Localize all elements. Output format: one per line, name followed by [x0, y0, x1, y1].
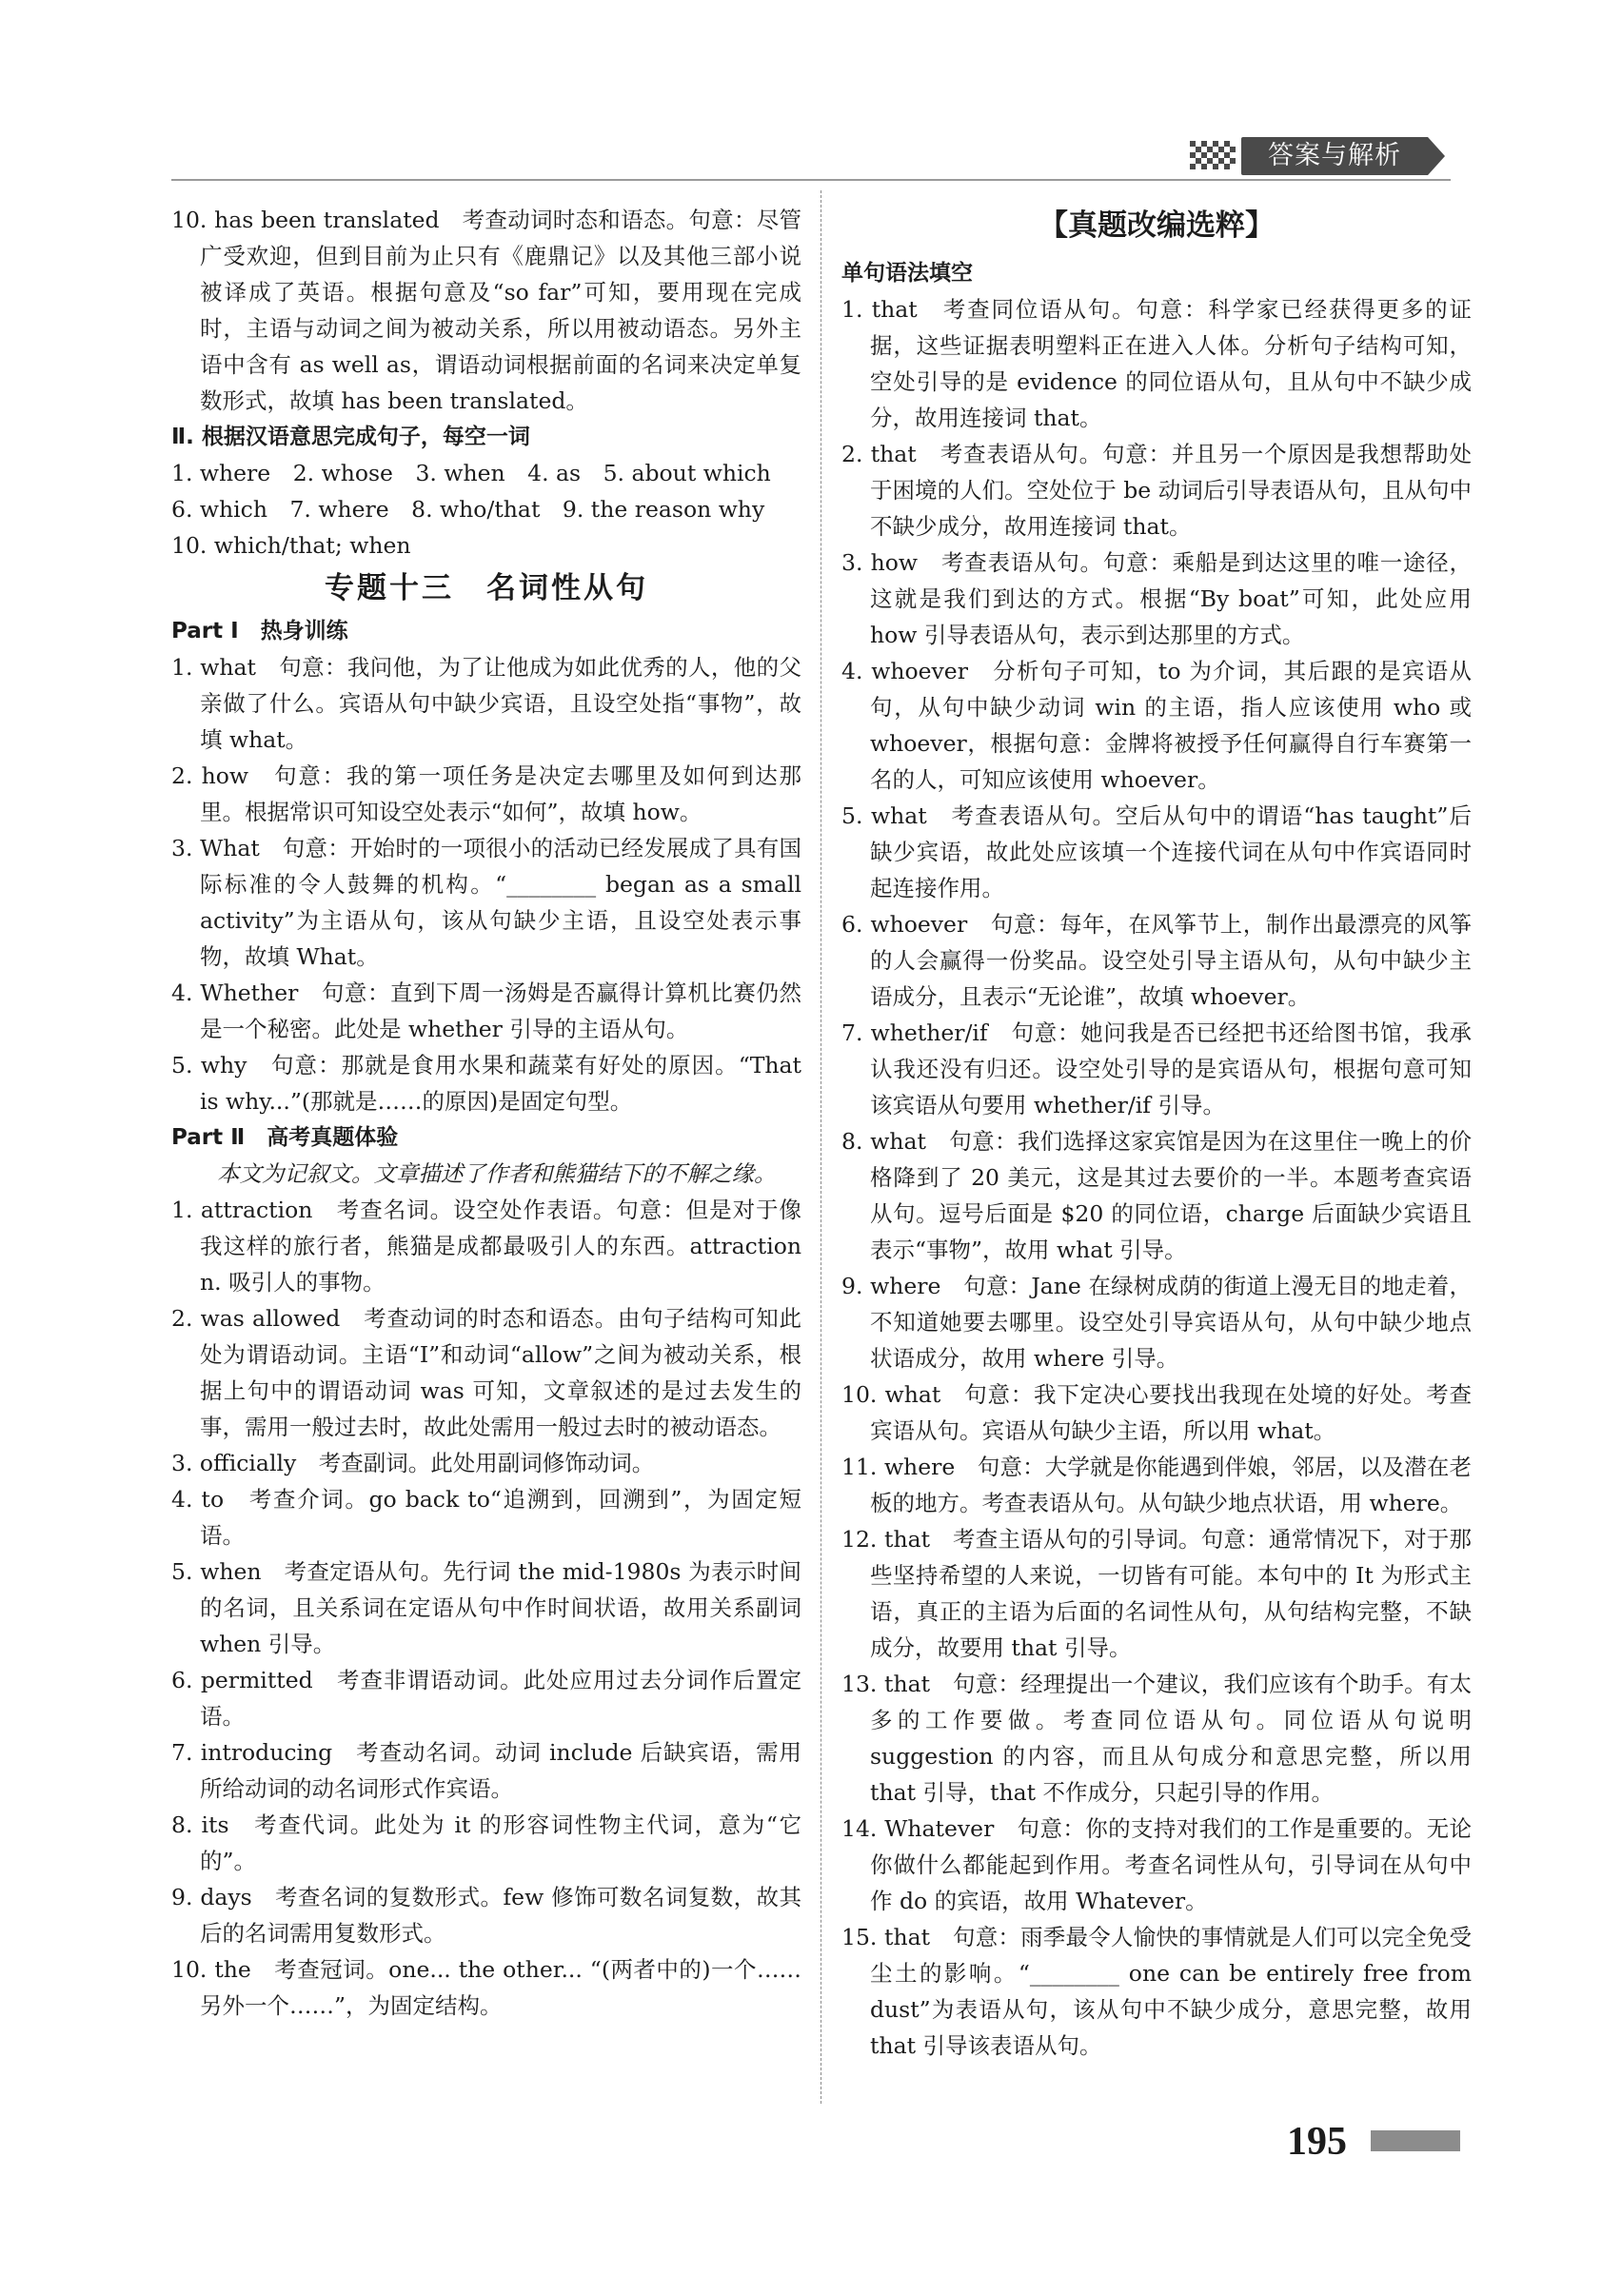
left-column — [171, 202, 801, 2024]
answer-item: 4. whoever 分析句子可知，to 为介词，其后跟的是宾语从句，从句中缺少动词 win 的主语，指人应该使用 who 或 whoever，根据句意：金牌将被授予任何赢得自行车赛第一名的人，可知应该使用 whoever。 — [841, 658, 1472, 793]
topic-title: 专题十三 名词性从句 — [325, 571, 648, 605]
answer-item: 3. officially 考查副词。此处用副词修饰动词。 — [171, 1450, 655, 1476]
section2-heading: Ⅱ. 根据汉语意思完成句子，每空一词 — [171, 425, 530, 449]
answer-item: 11. where 句意：大学就是你能遇到伴娘，邻居，以及潜在老板的地方。考查表语从句。从句缺少地点状语，用 where。 — [841, 1454, 1472, 1516]
answer-item: 10. has been translated 考查动词时态和语态。句意：尽管广受欢迎，但到目前为止只有《鹿鼎记》以及其他三部小说被译成了英语。根据句意及“so far”可知，要用现在完成时，主语与动词之间为被动关系，所以用被动语态。另外主语中含有 as well as，谓语动词根据前面的名词来决定单复数形式，故填 has been translated。 — [171, 207, 801, 414]
answer-item: 5. why 句意：那就是食用水果和蔬菜有好处的原因。“That is why...”(那就是……的原因)是固定句型。 — [171, 1052, 801, 1115]
right-column — [841, 202, 1472, 2064]
box-title: 【真题改编选粹】 — [1038, 208, 1275, 243]
page-number: 195 — [1287, 2120, 1347, 2164]
answer-item: 12. that 考查主语从句的引导词。句意：通常情况下，对于那些坚持希望的人来说，一切皆有可能。本句中的 It 为形式主语，真正的主语为后面的名词性从句，从句结构完整，不缺成分，故要用 that 引导。 — [841, 1526, 1472, 1661]
answer-item: 14. Whatever 句意：你的支持对我们的工作是重要的。无论你做什么都能起到作用。考查名词性从句，引导词在从句中作 do 的宾语，故用 Whatever。 — [841, 1815, 1472, 1914]
answer-item: 7. introducing 考查动名词。动词 include 后缺宾语，需用所给动词的动名词形式作宾语。 — [171, 1739, 801, 1802]
answer-item: 1. what 句意：我问他，为了让他成为如此优秀的人，他的父亲做了什么。宾语从句中缺少宾语，且设空处指“事物”，故填 what。 — [171, 654, 801, 753]
passage-summary: 本文为记叙文。文章描述了作者和熊猫结下的不解之缘。 — [217, 1160, 777, 1187]
answer-item: 6. permitted 考查非谓语动词。此处应用过去分词作后置定语。 — [171, 1667, 801, 1730]
answer-row: 10. which/that; when — [171, 532, 411, 559]
answer-item: 7. whether/if 句意：她问我是否已经把书还给图书馆，我承认我还没有归还。设空处引导的是宾语从句，根据句意可知该宾语从句要用 whether/if 引导。 — [841, 1019, 1472, 1118]
header-rule — [171, 179, 1451, 181]
header-label: 答案与解析 — [1268, 141, 1401, 170]
answer-item: 8. its 考查代词。此处为 it 的形容词性物主代词，意为“它的”。 — [171, 1811, 801, 1874]
answer-item: 5. what 考查表语从句。空后从句中的谓语“has taught”后缺少宾语，故此处应该填一个连接代词在从句中作宾语同时起连接作用。 — [841, 802, 1472, 901]
part1-heading: Part Ⅰ 热身训练 — [171, 619, 348, 643]
answer-item: 5. when 考查定语从句。先行词 the mid-1980s 为表示时间的名词，且关系词在定语从句中作时间状语，故用关系副词 when 引导。 — [171, 1558, 801, 1657]
answer-item: 4. to 考查介词。go back to“追溯到，回溯到”，为固定短语。 — [171, 1486, 801, 1549]
answer-item: 2. that 考查表语从句。句意：并且另一个原因是我想帮助处于困境的人们。空处位于 be 动词后引导表语从句，且从句中不缺少成分，故用连接词 that。 — [841, 441, 1472, 540]
answer-item: 8. what 句意：我们选择这家宾馆是因为在这里住一晚上的价格降到了 20 美元，这是其过去要价的一半。本题考查宾语从句。逗号后面是 $20 的同位语，charge 后面缺少宾语且表示“事物”，故用 what 引导。 — [841, 1128, 1472, 1263]
answer-item: 10. the 考查冠词。one... the other... “(两者中的)一个……另外一个……”，为固定结构。 — [171, 1956, 801, 2019]
header-arrow-icon — [1428, 137, 1445, 175]
answer-row: 6. which 7. where 8. who/that 9. the reason why — [171, 496, 765, 523]
answer-row: 1. where 2. whose 3. when 4. as 5. about which — [171, 460, 771, 486]
answer-item: 6. whoever 句意：每年，在风筝节上，制作出最漂亮的风筝的人会赢得一份奖品。设空处引导主语从句，从句中缺少主语成分，且表示“无论谁”，故填 whoever。 — [841, 911, 1472, 1010]
answer-item: 9. where 句意：Jane 在绿树成荫的街道上漫无目的地走着，不知道她要去哪里。设空处引导宾语从句，从句中缺少地点状语成分，故用 where 引导。 — [841, 1273, 1472, 1372]
answer-item: 9. days 考查名词的复数形式。few 修饰可数名词复数，故其后的名词需用复数形式。 — [171, 1884, 801, 1947]
section-heading: 单句语法填空 — [841, 261, 973, 286]
answer-item: 2. was allowed 考查动词的时态和语态。由句子结构可知此处为谓语动词。主语“I”和动词“allow”之间为被动关系，根据上句中的谓语动词 was 可知，文章叙述的是过去发生的事，需用一般过去时，故此处需用一般过去时的被动语态。 — [171, 1305, 801, 1440]
section-header — [1188, 133, 1451, 177]
answer-item: 1. attraction 考查名词。设空处作表语。句意：但是对于像我这样的旅行者，熊猫是成都最吸引人的东西。attraction n. 吸引人的事物。 — [171, 1197, 801, 1296]
answer-item: 10. what 句意：我下定决心要找出我现在处境的好处。考查宾语从句。宾语从句缺少主语，所以用 what。 — [841, 1381, 1472, 1444]
answer-item: 3. What 句意：开始时的一项很小的活动已经发展成了具有国际标准的令人鼓舞的机构。“________ began as a small activity”为主语从句，该从句缺少主语，且设空处表示事物，故填 What。 — [171, 835, 801, 970]
answer-item: 3. how 考查表语从句。句意：乘船是到达这里的唯一途径，这就是我们到达的方式。根据“By boat”可知，此处应用 how 引导表语从句，表示到达那里的方式。 — [841, 549, 1472, 648]
page-number-bar — [1371, 2130, 1460, 2151]
answer-item: 2. how 句意：我的第一项任务是决定去哪里及如何到达那里。根据常识可知设空处表示“如何”，故填 how。 — [171, 762, 801, 825]
answer-item: 1. that 考查同位语从句。句意：科学家已经获得更多的证据，这些证据表明塑料正在进入人体。分析句子结构可知，空处引导的是 evidence 的同位语从句，且从句中不缺少成分，故用连接词 that。 — [841, 296, 1472, 431]
answer-item: 13. that 句意：经理提出一个建议，我们应该有个助手。有太多的工作要做。考查同位语从句。同位语从句说明 suggestion 的内容，而且从句成分和意思完整，所以用 that 引导，that 不作成分，只起引导的作用。 — [841, 1671, 1472, 1806]
answer-item: 15. that 句意：雨季最令人愉快的事情就是人们可以完全免受尘土的影响。“________ one can be entirely free from dust”为表语从句，该从句中不缺少成分，意思完整，故用 that 引导该表语从句。 — [841, 1924, 1472, 2059]
answer-item: 4. Whether 句意：直到下周一汤姆是否赢得计算机比赛仍然是一个秘密。此处是 whether 引导的主语从句。 — [171, 980, 801, 1042]
header-label-box — [1241, 137, 1428, 175]
part2-heading: Part Ⅱ 高考真题体验 — [171, 1125, 399, 1150]
checker-pattern-icon — [1188, 137, 1239, 175]
